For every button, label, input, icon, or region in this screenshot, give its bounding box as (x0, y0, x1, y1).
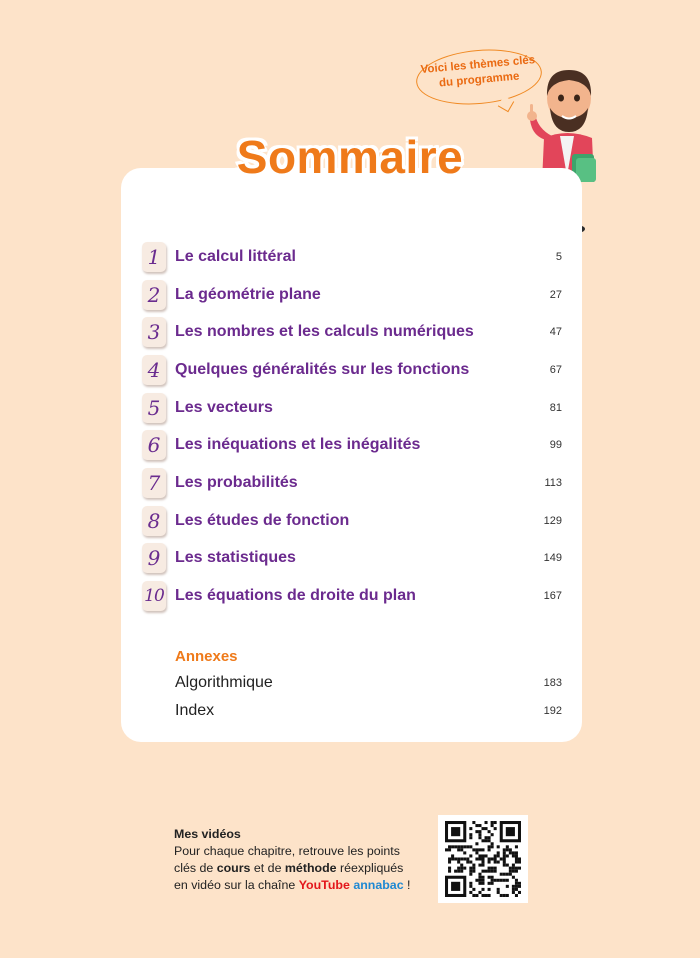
chapter-label: Les inéquations et les inégalités (175, 436, 421, 454)
annex-label: Algorithmique (175, 674, 273, 691)
chapter-row[interactable] (142, 276, 562, 314)
chapter-page: 167 (543, 590, 562, 603)
chapter-label: Les études de fonction (175, 511, 350, 529)
chapter-label: Les nombres et les calculs numériques (175, 323, 474, 341)
chapter-row[interactable] (142, 426, 562, 464)
chapter-label: Les statistiques (175, 549, 296, 567)
chapter-label: Les vecteurs (175, 398, 273, 416)
chapter-number: 2 (142, 280, 166, 310)
chapter-page: 81 (549, 401, 562, 414)
annex-page: 183 (543, 677, 562, 689)
table-of-contents (142, 238, 562, 615)
chapter-page: 149 (543, 552, 562, 565)
chapter-page: 67 (549, 363, 562, 376)
chapter-page: 5 (555, 250, 562, 263)
chapter-number: 8 (142, 506, 166, 536)
page-title: Sommaire (236, 131, 464, 183)
chapter-row[interactable] (142, 389, 562, 427)
chapter-row[interactable] (142, 313, 562, 351)
videos-line-1: Pour chaque chapitre, retrouve les points (174, 844, 400, 858)
cours-text: cours (216, 861, 251, 875)
chapter-row[interactable] (142, 351, 562, 389)
qr-code-icon (444, 821, 522, 897)
chapter-page: 129 (543, 514, 562, 527)
chapter-row[interactable] (142, 577, 562, 615)
chapter-row[interactable] (142, 540, 562, 578)
bubble-line-1: Voici les thèmes clés (420, 54, 536, 77)
text-fragment: clés de (174, 861, 217, 875)
videos-title: Mes vidéos (174, 827, 241, 841)
annexes-heading: Annexes (175, 648, 238, 665)
chapter-label: Le calcul littéral (175, 247, 296, 265)
annex-page: 192 (543, 705, 562, 717)
annex-row[interactable] (175, 674, 562, 692)
chapter-label: Les équations de droite du plan (175, 587, 416, 605)
chapter-row[interactable] (142, 464, 562, 502)
chapter-label: Quelques généralités sur les fonctions (175, 360, 470, 378)
chapter-page: 113 (544, 476, 562, 489)
annabac-link[interactable]: annabac (353, 878, 404, 892)
videos-line-3 (174, 877, 434, 894)
qr-code[interactable] (438, 815, 528, 903)
chapter-row[interactable] (142, 502, 562, 540)
chapter-page: 27 (549, 288, 562, 301)
chapter-page: 47 (549, 326, 562, 339)
videos-section (174, 826, 434, 894)
youtube-link[interactable]: YouTube (298, 878, 350, 892)
chapter-number: 7 (142, 468, 166, 498)
chapter-number: 6 (142, 430, 166, 460)
videos-line-2 (174, 860, 434, 877)
chapter-number: 4 (142, 355, 166, 385)
annex-label: Index (175, 702, 215, 719)
annex-row[interactable] (175, 702, 562, 720)
chapter-label: Les probabilités (175, 473, 298, 491)
text-fragment: réexpliqués (336, 861, 404, 875)
chapter-number: 10 (142, 581, 166, 611)
chapter-page: 99 (549, 439, 562, 452)
bubble-line-2: du programme (438, 70, 520, 90)
text-fragment: ! (403, 878, 411, 892)
chapter-number: 5 (142, 393, 166, 423)
chapter-label: La géométrie plane (175, 285, 321, 303)
chapter-row[interactable] (142, 238, 562, 276)
chapter-number: 1 (142, 242, 166, 272)
text-fragment: en vidéo sur la chaîne (174, 878, 299, 892)
chapter-number: 9 (142, 543, 166, 573)
text-fragment: et de (250, 861, 285, 875)
methode-text: méthode (284, 861, 337, 875)
chapter-number: 3 (142, 317, 166, 347)
